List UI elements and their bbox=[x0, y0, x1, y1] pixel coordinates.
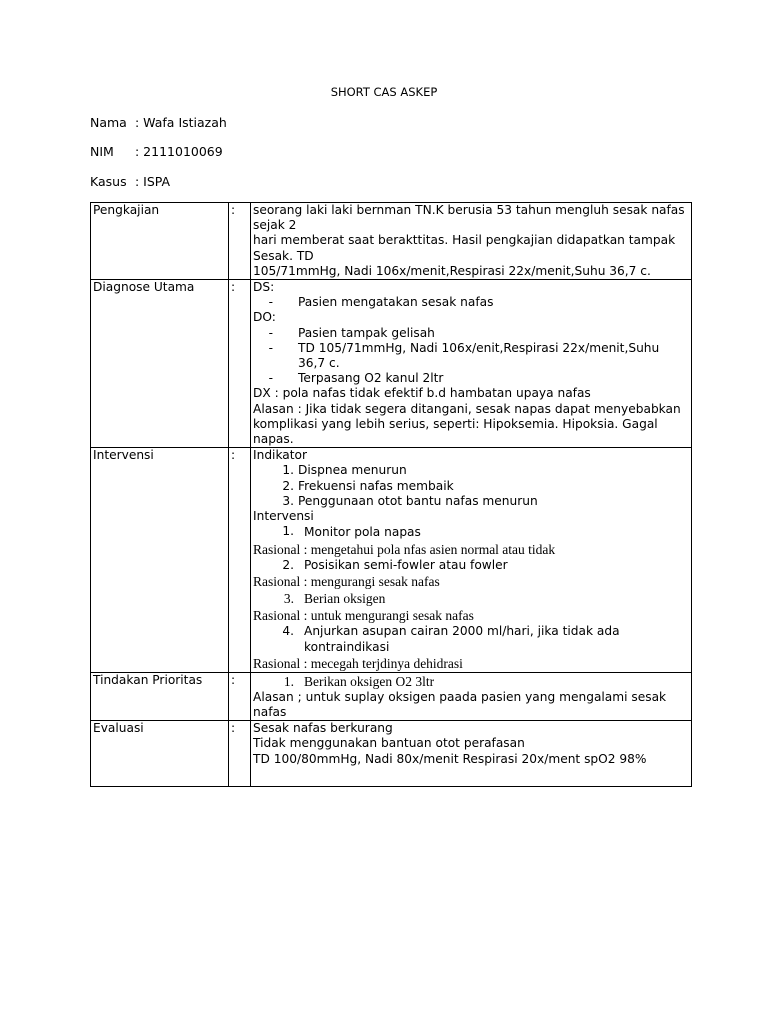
list-item-text: Berikan oksigen O2 3ltr bbox=[304, 673, 435, 689]
list-item-text: Terpasang O2 kanul 2ltr bbox=[298, 371, 444, 386]
alasan-line: komplikasi yang lebih serius, seperti: Hipoksemia. Hipoksia. Gagal napas. bbox=[253, 416, 658, 447]
dash-bullet: - bbox=[268, 325, 273, 340]
list-item-text: Frekuensi nafas membaik bbox=[298, 478, 454, 493]
list-item-text: Anjurkan asupan cairan 2000 ml/hari, jika tidak ada kontraindikasi bbox=[304, 624, 620, 654]
intervensi-content bbox=[251, 448, 692, 673]
list-item bbox=[253, 624, 689, 654]
evaluasi-content bbox=[251, 721, 692, 787]
rasional-text: Rasional : mengetahui pola nfas asien normal atau tidak bbox=[253, 542, 556, 558]
evaluasi-line: Tidak menggunakan bantuan otot perafasan bbox=[253, 736, 525, 751]
list-item bbox=[253, 479, 689, 494]
list-number: 3. bbox=[282, 493, 294, 508]
list-item bbox=[253, 590, 689, 607]
nim-row bbox=[90, 144, 223, 159]
diagnose-label: Diagnose Utama bbox=[91, 280, 229, 448]
pengkajian-content bbox=[251, 203, 692, 280]
colon-cell: : bbox=[229, 203, 251, 280]
nim-label: NIM bbox=[90, 144, 114, 159]
askep-table bbox=[90, 202, 692, 787]
rasional-text: Rasional : untuk mengurangi sesak nafas bbox=[253, 608, 474, 624]
list-item-text: Pasien tampak gelisah bbox=[298, 325, 435, 340]
indikator-heading: Indikator bbox=[253, 448, 307, 463]
pengkajian-line: 105/71mmHg, Nadi 106x/menit,Respirasi 22x/menit,Suhu 36,7 c. bbox=[253, 263, 651, 278]
dash-bullet: - bbox=[268, 371, 273, 386]
nama-value: : Wafa Istiazah bbox=[135, 115, 227, 130]
ds-heading: DS: bbox=[253, 280, 275, 295]
list-item bbox=[253, 295, 689, 310]
list-number: 1. bbox=[282, 463, 294, 478]
intervensi-heading: Intervensi bbox=[253, 509, 314, 524]
table-row-pengkajian bbox=[91, 203, 692, 280]
pengkajian-line: hari memberat saat berakttitas. Hasil pengkajian didapatkan tampak Sesak. TD bbox=[253, 233, 676, 263]
list-item-text: Penggunaan otot bantu nafas menurun bbox=[298, 493, 538, 508]
pengkajian-line: seorang laki laki bernman TN.K berusia 53 tahun mengluh sesak nafas sejak 2 bbox=[253, 203, 685, 233]
dash-bullet: - bbox=[268, 295, 273, 310]
list-item bbox=[253, 558, 689, 573]
table-row-tindakan bbox=[91, 672, 692, 720]
kasus-row bbox=[90, 174, 170, 189]
nama-label: Nama bbox=[90, 115, 127, 130]
intervensi-label: Intervensi bbox=[91, 448, 229, 673]
list-item-text: Dispnea menurun bbox=[298, 463, 407, 478]
tindakan-content bbox=[251, 672, 692, 720]
tindakan-label: Tindakan Prioritas bbox=[91, 672, 229, 720]
colon-cell: : bbox=[229, 280, 251, 448]
colon-cell: : bbox=[229, 672, 251, 720]
colon-cell: : bbox=[229, 721, 251, 787]
document-title: SHORT CAS ASKEP bbox=[330, 85, 438, 99]
kasus-value: : ISPA bbox=[135, 174, 171, 189]
list-item bbox=[253, 371, 689, 386]
list-item bbox=[253, 524, 689, 541]
list-item bbox=[253, 341, 689, 371]
dash-bullet: - bbox=[268, 340, 273, 355]
rasional-text: Rasional : mengurangi sesak nafas bbox=[253, 574, 440, 590]
list-number: 1. bbox=[282, 524, 294, 539]
list-item bbox=[253, 326, 689, 341]
nim-value: : 2111010069 bbox=[135, 144, 223, 159]
list-number: 4. bbox=[282, 624, 294, 639]
colon-cell: : bbox=[229, 448, 251, 673]
nama-row bbox=[90, 115, 227, 130]
table-row-intervensi bbox=[91, 448, 692, 673]
list-number: 3. bbox=[283, 591, 294, 607]
evaluasi-line: TD 100/80mmHg, Nadi 80x/menit Respirasi 20x/ment spO2 98% bbox=[253, 751, 647, 766]
list-item-text: Monitor pola napas bbox=[304, 525, 421, 540]
tindakan-alasan: Alasan ; untuk suplay oksigen paada pasien yang mengalami sesak nafas bbox=[253, 689, 667, 720]
list-item bbox=[253, 463, 689, 478]
list-item-text: Posisikan semi-fowler atau fowler bbox=[304, 558, 508, 573]
list-item bbox=[253, 673, 689, 690]
evaluasi-label: Evaluasi bbox=[91, 721, 229, 787]
list-item-text: TD 105/71mmHg, Nadi 106x/enit,Respirasi 22x/menit,Suhu 36,7 c. bbox=[298, 340, 660, 371]
list-item-text: Pasien mengatakan sesak nafas bbox=[298, 295, 494, 310]
table-row-diagnose bbox=[91, 280, 692, 448]
list-item-text: Berian oksigen bbox=[304, 591, 386, 607]
kasus-label: Kasus bbox=[90, 174, 127, 189]
rasional-text: Rasional : mecegah terjdinya dehidrasi bbox=[253, 655, 463, 671]
diagnose-content bbox=[251, 280, 692, 448]
list-number: 2. bbox=[282, 558, 294, 573]
dx-text: DX : pola nafas tidak efektif b.d hambatan upaya nafas bbox=[253, 386, 591, 401]
list-number: 2. bbox=[282, 478, 294, 493]
pengkajian-label: Pengkajian bbox=[91, 203, 229, 280]
table-row-evaluasi bbox=[91, 721, 692, 787]
list-item bbox=[253, 494, 689, 509]
do-heading: DO: bbox=[253, 310, 276, 325]
evaluasi-line: Sesak nafas berkurang bbox=[253, 721, 393, 736]
list-number: 1. bbox=[283, 673, 294, 689]
alasan-line: Alasan : Jika tidak segera ditangani, sesak napas dapat menyebabkan bbox=[253, 401, 681, 416]
